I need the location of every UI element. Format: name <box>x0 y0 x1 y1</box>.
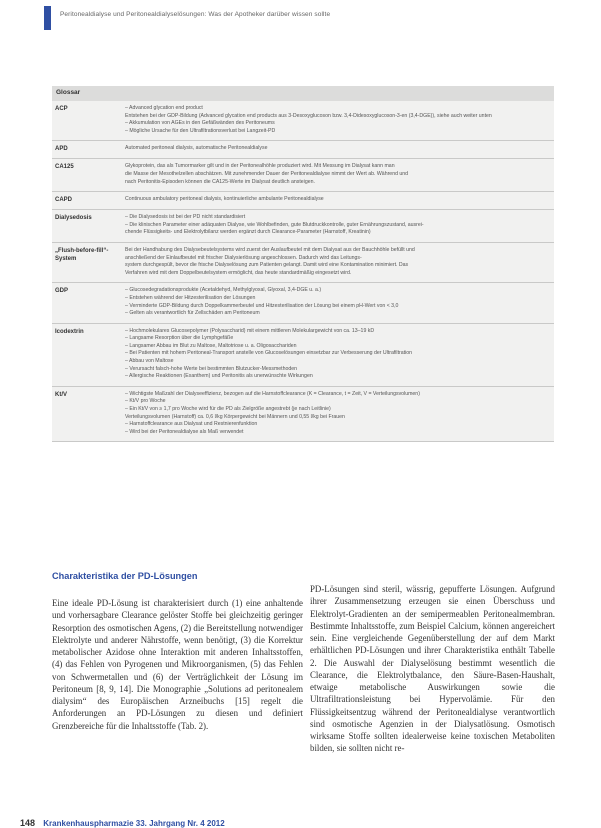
definition-line: – Langsamer Abbau im Blut zu Maltose, Maltotriose u. a. Oligosacchariden <box>125 342 297 349</box>
body-column-left <box>52 597 303 732</box>
glossary-definition <box>125 391 554 437</box>
glossary-term: ACP <box>55 106 68 112</box>
definition-line: – Allergische Reaktionen (Exanthem) und Peritonitis als unerwünschte Wirkungen <box>125 373 313 380</box>
definition-line: – Akkumulation von AGEs in den Gefäßwänden des Peritoneums <box>125 120 275 127</box>
definition-line: – Wird bei der Peritonealdialyse als Maß verwendet <box>125 428 244 435</box>
glossary-row <box>52 141 554 159</box>
definition-line: anschließend der Einlaufbeutel mit frischer Dialysierlösung angeschlossen. Dadurch wird das Leitungs- <box>125 254 362 261</box>
accent-bar <box>44 6 51 30</box>
body-paragraph: Eine ideale PD-Lösung ist charakterisiert durch (1) eine anhaltende und vorhersagbare Clearance gelöster Stoffe bei gleichzeitig geringer Resorption des osmotischen Agens, (2) die Bereitstellung notwendiger Elektrolyte und anderer Nährstoffe, wenn benötigt, (3) die Korrektur metabolischer Azidose ohne Interaktion mit anderen Inhaltsstoffen, (4) das Fehlen von Pyrogenen und Mikroorganismen, (5) das Fehlen von Schwermetallen und (6) der Verträglichkeit der Lösung im Peritoneum [8, 9, 14]. Die Monographie „Solutions ad peritonealem dialysim“ des Europäischen Arzneibuchs [15] regelt die Anforderungen an PD-Lösungen zu diesen und definiert Grenzbereiche für die Inhaltsstoffe (Tab. 2). <box>52 598 303 731</box>
running-header: Peritonealdialyse und Peritonealdialyselösungen: Was der Apotheker darüber wissen sollte <box>60 11 331 18</box>
definition-line: – Langsame Resorption über die Lymphgefäße <box>125 335 234 342</box>
glossary-term: CAPD <box>55 197 73 204</box>
glossary-definition <box>125 196 554 204</box>
definition-line: – Harnstoffclearance aus Dialysat und Restnierenfunktion <box>125 421 258 428</box>
definition-line: – Ein Kt/V von ≥ 1,7 pro Woche wird für die PD als Zielgröße angestrebt (je nach Leitlinie) <box>125 406 331 413</box>
definition-line: nach Peritonitis-Episoden können die CA125-Werte im Dialysat deutlich ansteigen. <box>125 178 315 185</box>
glossary-definition <box>125 287 554 317</box>
glossary-definition <box>125 163 554 186</box>
glossary-definition <box>125 247 554 277</box>
definition-line: – Kt/V pro Woche <box>125 398 166 405</box>
glossary-term: CA125 <box>55 164 74 171</box>
glossary-row <box>52 210 554 243</box>
definition-line: system durchgespült, bevor die frische Dialyselösung zum Patienten gelangt. Damit wird eine Kontamination minimiert. Das <box>125 262 409 269</box>
definition-line: – Mögliche Ursache für den Ultrafiltrationsverlust bei Langzeit-PD <box>125 127 276 134</box>
definition-line: – Verursacht falsch-hohe Werte bei bestimmten Blutzucker-Messmethoden <box>125 365 298 372</box>
definition-line: – Advanced glycation end product <box>125 105 203 111</box>
body-column-right <box>310 583 555 755</box>
definition-line: Entstehen bei der GDP-Bildung (Advanced glycation end products aus 3-Desoxyglucoson bzw. 3,4-Didesoxyglucoson-3-en (3,4-DGE)), siehe auch weiter unten <box>125 112 492 119</box>
definition-line: – Die Dialysedosis ist bei der PD nicht standardisiert <box>125 214 246 221</box>
glossary-term: APD <box>55 146 68 153</box>
definition-line: Glykoprotein, das als Tumormarker gilt und in der Peritonealhöhle produziert wird. Mit Messung im Dialysat kann man <box>125 163 395 170</box>
definition-line: – Die klinischen Parameter einer adäquaten Dialyse, wie Wohlbefinden, gute Blutdruckkontrolle, guter Ernährungszustand, ausrei- <box>125 221 424 228</box>
definition-line: Continuous ambulatory peritoneal dialysis, kontinuierliche ambulante Peritonealdialyse <box>125 196 324 203</box>
definition-line: – Abbau von Maltose <box>125 358 174 365</box>
definition-line: Automated peritoneal dialysis, automatische Peritonealdialyse <box>125 145 268 152</box>
glossary-definition <box>125 105 554 135</box>
definition-line: – Hochmolekulares Glucosepolymer (Polysaccharid) mit einem mittleren Molekulargewicht von ca. 13–19 kD <box>125 327 375 334</box>
definition-line: die Masse der Mesothelzellen abschätzen. Mit zunehmender Dauer der Peritonealdialyse nimmt der Wert ab. Während und <box>125 170 409 177</box>
glossary-row <box>52 192 554 210</box>
definition-line: chende Flüssigkeits- und Elektrolytbilanz werden ergänzt durch Clearance-Parameter (Harnstoff, Kreatinin) <box>125 229 371 236</box>
page-number: 148 <box>20 818 36 828</box>
glossary-row <box>52 387 554 443</box>
glossary-term: GDP <box>55 288 69 295</box>
glossary-row <box>52 243 554 283</box>
glossary-term: Kt/V <box>55 391 67 398</box>
glossary-definition <box>125 214 554 237</box>
glossary-term: Dialysedosis <box>55 215 92 222</box>
definition-line: – Gelten als verantwortlich für Zellschäden am Peritoneum <box>125 310 260 317</box>
definition-line: Verfahren wird mit dem Doppelbeutelsystem ermöglicht, das heute standardmäßig eingesetzt wird. <box>125 269 352 276</box>
glossary-row <box>52 324 554 387</box>
definition-line: Verteilungsvolumen (Harnstoff) ca. 0,6 l/kg Körpergewicht bei Männern und 0,55 l/kg bei Frauen <box>125 413 345 420</box>
glossary-heading: Glossar <box>52 86 554 101</box>
definition-line: – Wichtigste Maßzahl der Dialyseeffizienz, bezogen auf die Harnstoffclearance (K = Clearance, t = Zeit, V = Verteilungsvolumen) <box>125 390 420 397</box>
glossary-definition <box>125 145 554 153</box>
section-heading: Charakteristika der PD-Lösungen <box>52 571 198 581</box>
glossary-definition <box>125 328 554 381</box>
journal-citation: Krankenhauspharmazie 33. Jahrgang Nr. 4 2012 <box>43 819 225 828</box>
glossary-row <box>52 283 554 323</box>
definition-line: Bei der Handhabung des Dialysebeutelsystems wird zuerst der Auslaufbeutel mit dem Dialysat aus der Bauchhöhle befüllt und <box>125 246 415 253</box>
glossary-term: Icodextrin <box>55 328 84 335</box>
glossary-table <box>52 86 554 442</box>
glossary-row <box>52 159 554 192</box>
glossary-rows <box>52 101 554 442</box>
definition-line: – Verminderte GDP-Bildung durch Doppelkammerbeutel und Hitzesterilisation der Lösung bei einem pH-Wert von < 3,0 <box>125 302 399 309</box>
glossary-row <box>52 101 554 141</box>
definition-line: – Glucosedegradationsprodukte (Acetaldehyd, Methylglyoxal, Glyoxal, 3,4-DGE u. a.) <box>125 287 322 294</box>
definition-line: – Entstehen während der Hitzesterilisation der Lösungen <box>125 294 256 301</box>
body-paragraph: PD-Lösungen sind steril, wässrig, gepufferte Lösungen. Aufgrund ihrer Zusammensetzung erzeugen sie einen Überschuss und Elektrolyt-Gradienten an der semipermeablen Peritonealmembran. Bestimmte Inhaltsstoffe, zum Beispiel Calcium, können angereichert sein. Eine vergleichende Gegenüberstellung der auf dem Markt erhältlichen PD-Lösungen und ihrer Charakteristika enthält Tabelle 2. Die Auswahl der Dialyselösung bestimmt wesentlich die Clearance, die Elektrolytbalance, den Säure-Basen-Haushalt, etwaige metabolische Auswirkungen sowie die Ultrafiltrationsleistung bei Hypervolämie. Für den Flüssigkeitsentzug während der Peritonealdialyse verantwortlich sind osmotische Agenzien in der Dialysatlösung. Osmotisch wirksame Stoffe sollten idealerweise keine toxischen Metaboliten bilden, sie sollten nicht re- <box>310 584 555 754</box>
definition-line: – Bei Patienten mit hohem Peritoneal-Transport anstelle von Glucoselösungen einsetzbar zur Verbesserung der Ultrafiltration <box>125 350 413 357</box>
glossary-term: „Flush-before-fill“-System <box>55 247 109 262</box>
